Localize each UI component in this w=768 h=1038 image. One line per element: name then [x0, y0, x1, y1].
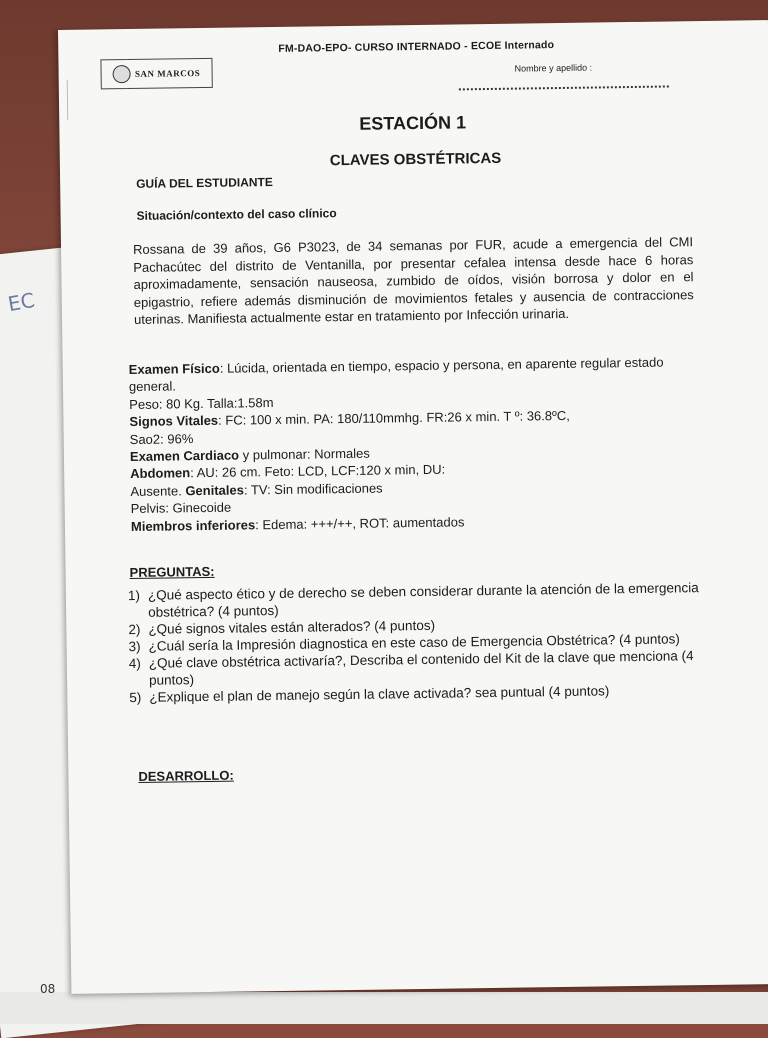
bottom-sheet-edge [0, 992, 768, 1024]
course-code: FM-DAO-EPO- CURSO INTERNADO - ECOE Internado [278, 39, 555, 55]
sao2-line: Sao2: 96% [129, 430, 194, 447]
underlying-sheet-text: EC [6, 287, 37, 317]
logo-text: SAN MARCOS [134, 68, 201, 79]
question-text: ¿Cuál sería la Impresión diagnostica en este caso de Emergencia Obstétrica? (4 puntos) [148, 631, 680, 654]
limbs-text: : Edema: +++/++, ROT: aumentados [255, 514, 465, 532]
situation-heading: Situación/contexto del caso clínico [136, 206, 337, 223]
question-number: 4) [128, 655, 141, 672]
limbs-label: Miembros inferiores [130, 516, 256, 534]
cardiac-label: Examen Cardiaco [129, 447, 240, 465]
vitals-label: Signos Vitales [129, 413, 219, 430]
question-number: 3) [128, 638, 141, 655]
absent-text: Ausente. [130, 483, 186, 499]
seal-icon [113, 65, 131, 83]
bottom-scribble: 08 [40, 982, 56, 996]
station-title: ESTACIÓN 1 [359, 112, 467, 134]
question-text: ¿Qué clave obstétrica activaría?, Describa el contenido del Kit de la clave que menciona (4 puntos) [148, 648, 694, 688]
topic-title: CLAVES OBSTÉTRICAS [329, 149, 502, 170]
abdomen-label: Abdomen [130, 465, 191, 482]
pelvis-line: Pelvis: Ginecoide [130, 499, 232, 517]
weight-line: Peso: 80 Kg. Talla:1.58m [129, 394, 274, 412]
question-number: 1) [127, 587, 141, 604]
vitals-text: : FC: 100 x min. PA: 180/110mmhg. FR:26 x min. T º: 36.8ºC, [218, 408, 570, 429]
development-heading: DESARROLLO: [138, 767, 234, 784]
student-guide-heading: GUÍA DEL ESTUDIANTE [136, 175, 273, 191]
cardiac-text: y pulmonar: Normales [238, 445, 370, 463]
abdomen-text: : AU: 26 cm. Feto: LCD, LCF:120 x min, DU: [190, 462, 446, 481]
questions-list [128, 579, 720, 706]
question-number: 5) [129, 689, 142, 706]
exam-sheet [58, 20, 768, 994]
question-text: ¿Qué signos vitales están alterados? (4 puntos) [148, 617, 436, 637]
physical-exam-section [129, 353, 711, 535]
name-label: Nombre y apellido : [514, 62, 593, 74]
question-number: 2) [128, 621, 141, 638]
case-description: Rossana de 39 años, G6 P3023, de 34 semanas por FUR, acude a emergencia del CMI Pachacútec del distrito de Ventanilla, por presentar cefalea intensa desde hace 6 horas aproximadamente, sensación nauseosa, zumbido de oídos, visión borrosa y dolor en el epigastrio, refiere además disminución de movimientos fetales y ausencia de contracciones uterinas. Manifiesta actualmente estar en tratamiento por Infección urinaria. [132, 234, 694, 327]
genitals-text: : TV: Sin modificaciones [243, 480, 383, 498]
question-text: ¿Explique el plan de manejo según la clave activada? sea puntual (4 puntos) [149, 683, 610, 705]
question-text: ¿Qué aspecto ético y de derecho se deben considerar durante la atención de la emergencia obstétrica? (4 puntos) [147, 580, 699, 620]
genitals-label: Genitales [185, 482, 245, 499]
physical-exam-text: : Lúcida, orientada en tiempo, espacio y persona, en aparente regular estado general. [128, 354, 664, 395]
binding-mark [67, 80, 77, 120]
name-field-line[interactable] [459, 85, 669, 90]
physical-exam-label: Examen Físico [128, 360, 220, 378]
questions-heading: PREGUNTAS: [129, 563, 215, 581]
university-logo [100, 58, 212, 90]
